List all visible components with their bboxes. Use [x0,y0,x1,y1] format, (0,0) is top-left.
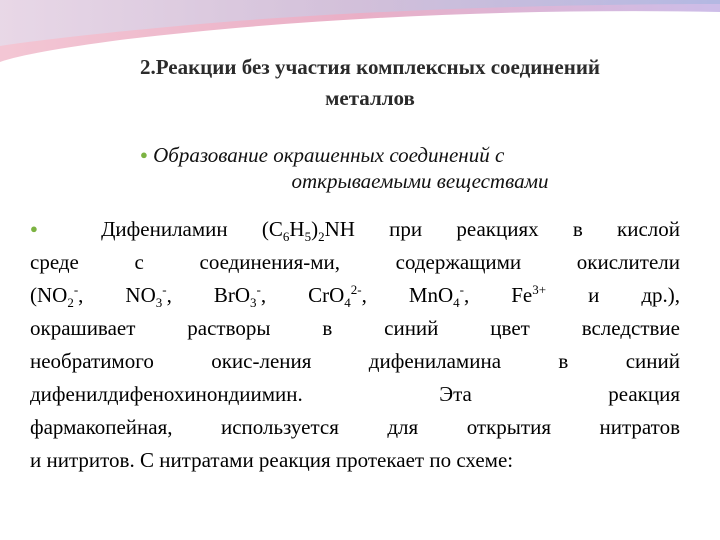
superscript: - [256,282,261,297]
superscript: - [73,282,79,297]
subscript: 3 [155,295,163,311]
slide-title [40,52,700,114]
body-line-4: окрашивает растворы в синий цвет вследствие [30,316,680,340]
body-paragraph [30,212,680,477]
text-fragment: NH при реакциях в кислой [324,217,680,241]
text-fragment: (NO [30,283,68,307]
text-fragment: , NO [78,283,156,307]
body-line-5: необратимого окис-ления дифениламина в синий [30,349,680,373]
superscript: - [162,282,167,297]
text-fragment: H [289,217,305,241]
text-fragment: , MnO [361,283,454,307]
text-fragment: , Fe [464,283,533,307]
subscript: 2 [67,295,74,311]
subtitle-line-2: открываемыми веществами [291,169,549,193]
body-line-2: среде с соединения-ми, содержащими окислители [30,250,680,274]
body-line-7: фармакопейная, используется для открытия нитратов [30,415,680,439]
round-bullet-icon: ● [30,221,67,236]
body-line-8: и нитритов. С нитратами реакция протекает по схеме: [30,448,514,472]
subscript: 3 [250,295,257,311]
title-line-1: 2.Реакции без участия комплексных соединений [139,55,601,79]
subscript: 2 [318,229,325,245]
title-line-2: металлов [325,86,415,110]
superscript: - [459,282,465,297]
subscript: 6 [282,229,290,245]
text-fragment: , BrO [166,283,250,307]
subscript: 4 [453,295,460,311]
subtitle-bullet [140,142,660,194]
subscript: 5 [304,229,312,245]
body-line-6: дифенилдифенохинондиимин. Эта реакция [30,382,680,406]
superscript: 2- [350,282,362,297]
body-line-3 [30,279,680,312]
text-fragment: Дифениламин (C [101,217,283,241]
superscript: 3+ [532,282,547,297]
subscript: 4 [344,295,351,311]
text-fragment: , CrO [260,283,345,307]
subtitle-line-1: Образование окрашенных соединений с [153,143,505,167]
body-line-1 [30,212,680,246]
text-fragment: ) [311,217,319,241]
text-fragment: и др.), [546,283,680,307]
round-bullet-icon: ● [140,147,148,162]
